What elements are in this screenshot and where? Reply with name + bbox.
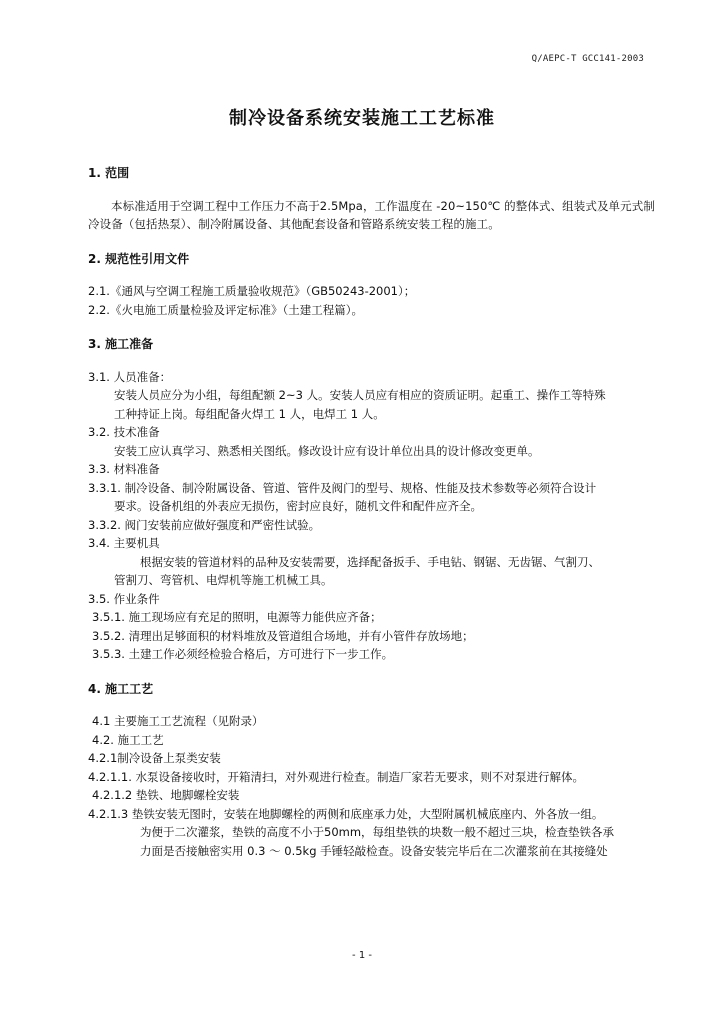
reference-item: 2.2.《火电施工质量检验及评定标准》（土建工程篇）。: [88, 302, 363, 317]
page-number: - 1 -: [352, 950, 372, 961]
list-item: 3.3.1. 制冷设备、制冷附属设备、管道、管件及阀门的型号、规格、性能及技术参数等必须符合设计: [88, 480, 597, 495]
reference-item: 2.1.《通风与空调工程施工质量验收规范》（GB50243-2001）；: [88, 284, 416, 298]
list-item: 为便于二次灌浆，垫铁的高度不小于50mm，每组垫铁的块数一般不超过三块，检查垫铁各承: [140, 825, 615, 839]
scope-paragraph: 本标准适用于空调工程中工作压力不高于2.5Mpa，工作温度在 -20~150℃ 的整体式、组装式及单元式制冷设备（包括热泵）、制冷附属设备、其他配套设备和管路系统安装工程的施工。: [88, 198, 655, 231]
list-item: 3.5.3. 土建工作必须经检验合格后，方可进行下一步工作。: [92, 647, 394, 661]
list-item: 3.3. 材料准备: [88, 462, 160, 476]
list-item: 4.2.1制冷设备上泵类安装: [88, 751, 221, 765]
list-item: 4.2.1.3 垫铁安装无图时，安装在地脚螺栓的两侧和底座承力处，大型附属机械底座内、外各放一组。: [88, 806, 604, 821]
list-item: 安装工应认真学习、熟悉相关图纸。修改设计应有设计单位出具的设计修改变更单。: [114, 443, 540, 458]
list-item: 4.2. 施工工艺: [92, 732, 164, 747]
section-heading-preparation: 3. 施工准备: [88, 337, 154, 351]
list-item: 3.2. 技术准备: [88, 425, 160, 439]
section-heading-scope: 1. 范围: [88, 166, 130, 180]
list-item: 力面是否接触密实用 0.3 ～ 0.5kg 手锤轻敲检查。设备安装完毕后在二次灌浆前在其接缝处: [140, 843, 608, 858]
list-item: 要求。设备机组的外表应无损伤，密封应良好，随机文件和配件应齐全。: [114, 499, 482, 513]
list-item: 3.4. 主要机具: [88, 536, 160, 550]
list-item: 3.1. 人员准备：: [88, 369, 172, 384]
section-heading-references: 2. 规范性引用文件: [88, 251, 190, 266]
list-item: 4.1 主要施工工艺流程（见附录）: [92, 714, 264, 728]
list-item: 工种持证上岗。每组配备火焊工 1 人，电焊工 1 人。: [114, 406, 385, 421]
list-item: 3.5. 作业条件: [88, 591, 160, 606]
section-heading-process: 4. 施工工艺: [88, 681, 154, 696]
list-item: 4.2.1.2 垫铁、地脚螺栓安装: [92, 788, 240, 802]
list-item: 3.5.2. 清理出足够面积的材料堆放及管道组合场地，并有小管件存放场地；: [92, 628, 474, 643]
list-item: 3.3.2. 阀门安装前应做好强度和严密性试验。: [88, 517, 321, 532]
list-item: 根据安装的管道材料的品种及安装需要，选择配备扳手、手电钻、钢锯、无齿锯、气割刀、: [140, 554, 600, 569]
document-code: Q/AEPC-T GCC141-2003: [531, 54, 644, 64]
list-item: 4.2.1.1. 水泵设备接收时，开箱清扫，对外观进行检查。制造厂家若无要求，则不对泵进行解体。: [88, 769, 585, 784]
document-body: [88, 164, 664, 860]
page-title: 制冷设备系统安装施工工艺标准: [229, 108, 495, 129]
list-item: 安装人员应分为小组，每组配额 2~3 人。安装人员应有相应的资质证明。起重工、操作工等特殊: [114, 388, 606, 402]
list-item: 管割刀、弯管机、电焊机等施工机械工具。: [114, 573, 333, 587]
list-item: 3.5.1. 施工现场应有充足的照明，电源等力能供应齐备；: [92, 610, 382, 624]
